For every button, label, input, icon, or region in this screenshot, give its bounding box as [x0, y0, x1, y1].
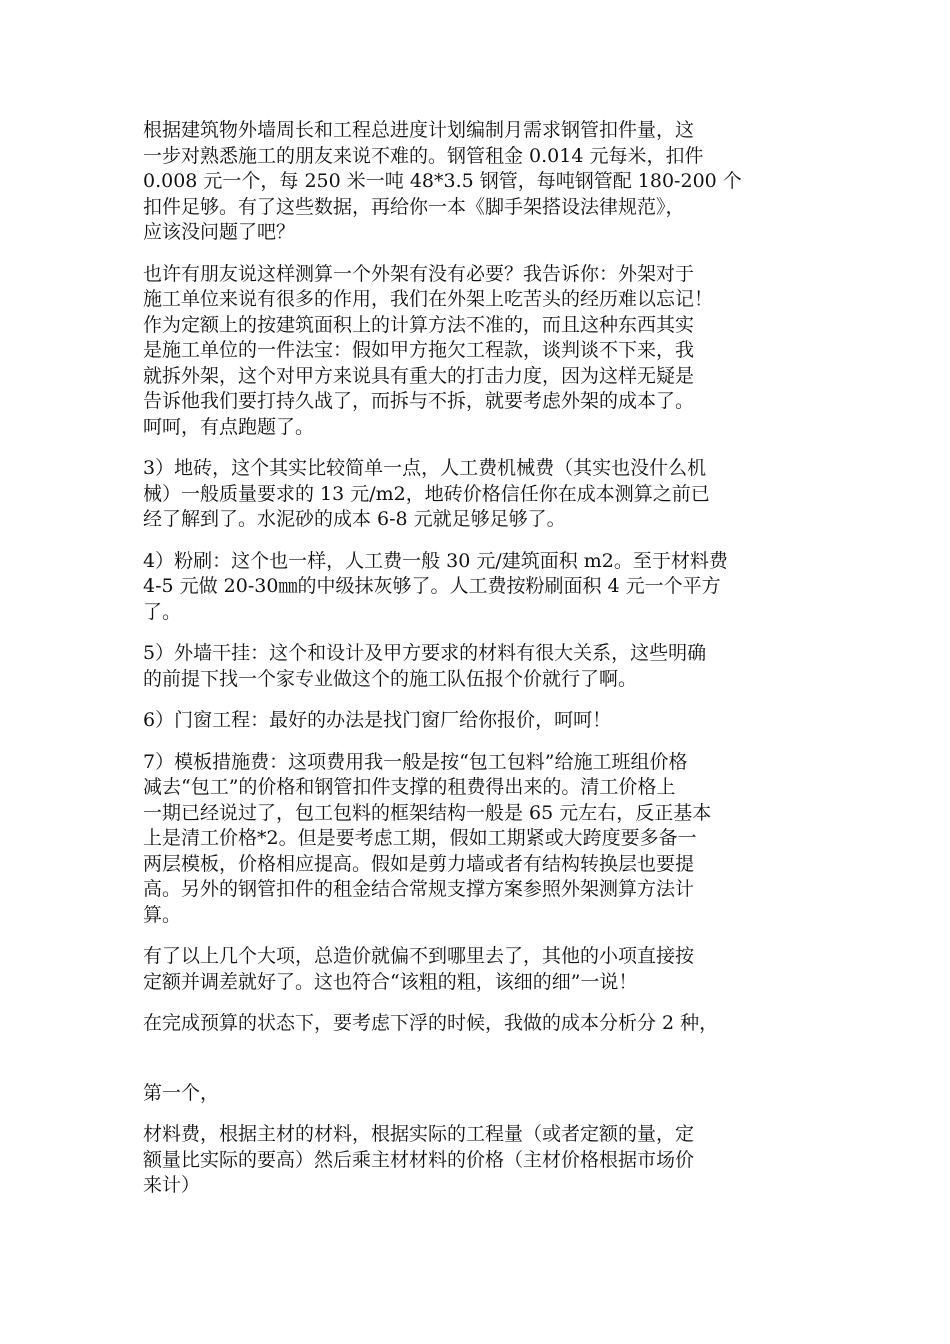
paragraph-formwork: 7）模板措施费：这项费用我一般是按“包工包料”给施工班组价格 减去“包工”的价格和钢管扣件支撑的租费得出来的。清工价格上 一期已经说过了，包工包料的框架结构一般是 65 元左右，反正基本 上是清工价格*2。但是要考虑工期，假如工期紧或大跨度要多备一 两层模板，价格相应提高。假如是剪力墙或者有结构转换层也要提 高。另外的钢管扣件的租金结合常规支撑方案参照外架测算方法计 算。 — [143, 750, 712, 926]
paragraph-plastering: 4）粉刷：这个也一样，人工费一般 30 元/建筑面积 m2。至于材料费 4-5 元做 20-30㎜的中级抹灰够了。人工费按粉刷面积 4 元一个平方 了。 — [143, 549, 728, 623]
paragraph-scaffold-steel-pipe: 根据建筑物外墙周长和工程总进度计划编制月需求钢管扣件量，这 一步对熟悉施工的朋友来说不难的。钢管租金 0.014 元每米，扣件 0.008 元一个，每 250 米一吨 48*3.5 钢管，每吨钢管配 180-200 个 扣件足够。有了这些数据，再给你一本《脚手架搭设法律规范》， 应该没问题了吧？ — [143, 119, 742, 243]
paragraph-material-cost: 材料费，根据主材的材料，根据实际的工程量（或者定额的量，定 额量比实际的要高）然后乘主材材料的价格（主材价格根据市场价 来计） — [143, 1123, 695, 1196]
paragraph-floor-tile: 3）地砖，这个其实比较简单一点，人工费机械费（其实也没什么机 械）一般质量要求的 13 元/m2，地砖价格信任你在成本测算之前已 经了解到了。水泥砂的成本 6-8 元就足够足够了。 — [143, 457, 710, 530]
paragraph-summary: 有了以上几个大项，总造价就偏不到哪里去了，其他的小项直接按 定额并调差就好了。这也符合“该粗的粗，该细的细”一说！ — [143, 945, 695, 993]
document-body — [143, 118, 811, 1215]
paragraph-first: 第一个， — [143, 1081, 220, 1104]
paragraph-scaffold-necessity: 也许有朋友说这样测算一个外架有没有必要？我告诉你：外架对于 施工单位来说有很多的作用，我们在外架上吃苦头的经历难以忘记！ 作为定额上的按建筑面积上的计算方法不准的，而且这种东西其实 是施工单位的一件法宝：假如甲方拖欠工程款，谈判谈不下来，我 就拆外架，这个对甲方来说具有重大的打击力度，因为这样无疑是 告诉他我们要打持久战了，而拆与不拆，就要考虑外架的成本了。 呵呵，有点跑题了。 — [143, 262, 714, 438]
paragraph-doors-windows: 6）门窗工程：最好的办法是找门窗厂给你报价，呵呵！ — [143, 709, 612, 731]
paragraph-dry-hanging: 5）外墙干挂：这个和设计及甲方要求的材料有很大关系，这些明确 的前提下找一个家专业做这个的施工队伍报个价就行了啊。 — [143, 642, 707, 690]
paragraph-cost-analysis: 在完成预算的状态下，要考虑下浮的时候，我做的成本分析分 2 种， — [143, 1012, 719, 1034]
